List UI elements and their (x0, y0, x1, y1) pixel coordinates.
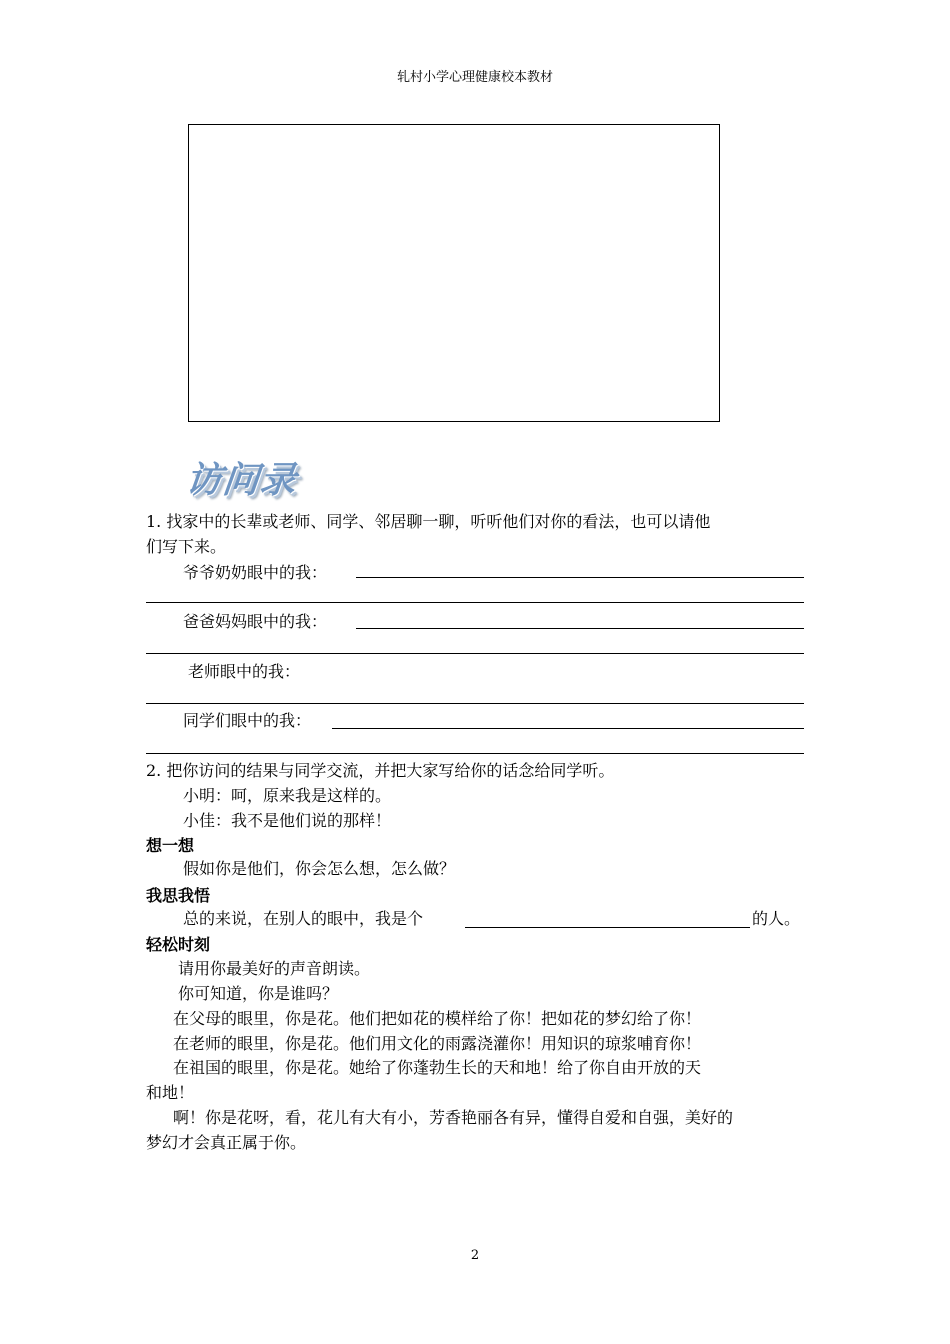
relax-heading: 轻松时刻 (146, 935, 211, 954)
relax-line-2: 你可知道，你是谁吗？ (178, 984, 339, 1003)
drawing-box[interactable] (188, 124, 720, 422)
classmates-answer-line[interactable] (332, 728, 804, 729)
think-text: 假如你是他们，你会怎么想，怎么做？ (183, 859, 456, 878)
xiaoming-quote: 小明：呵，原来我是这样的。 (183, 786, 392, 805)
grandparents-label: 爷爷奶奶眼中的我： (183, 563, 328, 582)
grandparents-answer-line-2[interactable] (146, 602, 804, 603)
relax-line-1: 请用你最美好的声音朗读。 (178, 959, 371, 978)
q1-line-2: 们写下来。 (146, 537, 227, 556)
classmates-label: 同学们眼中的我： (183, 711, 312, 730)
parents-label: 爸爸妈妈眼中的我： (183, 612, 328, 631)
relax-line-3: 在父母的眼里，你是花。他们把如花的模样给了你！把如花的梦幻给了你！ (173, 1009, 702, 1028)
parents-answer-line[interactable] (356, 628, 804, 629)
reflect-answer-line[interactable] (465, 927, 750, 928)
parents-answer-line-2[interactable] (146, 653, 804, 654)
page-header: 轧村小学心理健康校本教材 (396, 70, 553, 85)
q1-line-1: 1. 找家中的长辈或老师、同学、邻居聊一聊，听听他们对你的看法，也可以请他 (146, 512, 711, 531)
page-number: 2 (470, 1248, 480, 1263)
classmates-answer-line-2[interactable] (146, 753, 804, 754)
reflect-heading: 我思我悟 (146, 886, 211, 905)
relax-line-5: 在祖国的眼里，你是花。她给了你蓬勃生长的天和地！给了你自由开放的天 (173, 1058, 702, 1077)
relax-line-8: 梦幻才会真正属于你。 (146, 1133, 307, 1152)
q2-line: 2. 把你访问的结果与同学交流，并把大家写给你的话念给同学听。 (146, 761, 615, 780)
think-heading: 想一想 (146, 836, 195, 855)
teacher-label: 老师眼中的我： (188, 662, 301, 681)
xiaojia-quote: 小佳：我不是他们说的那样！ (183, 811, 392, 830)
reflect-text-after: 的人。 (752, 909, 801, 928)
section-title-wordart: 访问录 (183, 460, 299, 501)
relax-line-7: 啊！你是花呀，看，花儿有大有小，芳香艳丽各有异，懂得自爱和自强，美好的 (173, 1108, 734, 1127)
relax-line-4: 在老师的眼里，你是花。他们用文化的雨露浇灌你！用知识的琼浆哺育你！ (173, 1034, 702, 1053)
relax-line-6: 和地！ (146, 1083, 195, 1102)
teacher-answer-line[interactable] (146, 703, 804, 704)
reflect-text-before: 总的来说，在别人的眼中，我是个 (183, 909, 424, 928)
grandparents-answer-line[interactable] (356, 577, 804, 578)
